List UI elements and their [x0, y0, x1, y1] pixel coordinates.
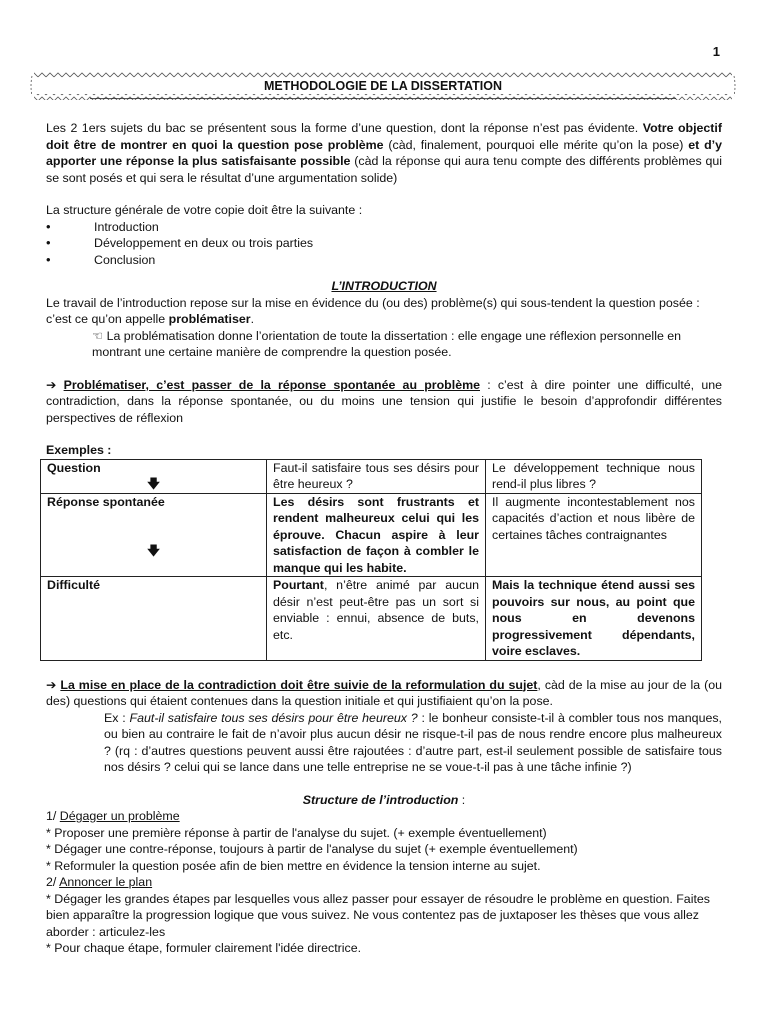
intro-work-text: Le travail de l’introduction repose sur la mise en évidence du (ou des) problème(s) qui sous-tendent la question posée : c’est ce qu’on appelle	[46, 295, 700, 326]
list-item: * Dégager les grandes étapes par lesquelles vous allez passer pour essayer de résoudre le problème en question. Faites bien apparaître la progression logique que vous suivez. Ne vous contentez pas de juxtaposer les thèses que vous allez aborder : articulez-les	[46, 891, 710, 939]
problematiser-bold: Problématiser, c’est passer de la réponse spontanée au problème	[63, 377, 480, 392]
structure-lead: La structure générale de votre copie doit être la suivante :	[46, 203, 363, 217]
contradiction-paragraph	[46, 677, 722, 710]
contradiction-text: , càd de la mise au jour de la (ou des) questions qui étaient contenues dans la question initiale et qui justifiaient qu’on la pose.	[46, 677, 722, 708]
row-label-question: Question	[47, 460, 101, 475]
intro-note	[46, 328, 722, 361]
examples-label: Exemples :	[46, 443, 112, 457]
structure-heading	[46, 792, 722, 809]
right-arrow-icon: ➔	[46, 677, 57, 692]
page-number: 1	[712, 44, 720, 59]
table-cell: Le développement technique nous rend-il plus libres ?	[486, 459, 702, 493]
list-item: * Reformuler la question posée afin de bien mettre en évidence la tension interne au sujet.	[46, 858, 541, 873]
table-cell: Mais la technique étend aussi ses pouvoirs sur nous, au point que nous en devenons progressivement dépendants, voire esclaves.	[486, 577, 702, 661]
example-prefix: Ex :	[104, 710, 130, 725]
row-label-reponse: Réponse spontanée	[47, 494, 165, 509]
table-cell: Les désirs sont frustrants et rendent malheureux celui qui les éprouve. Chacun aspire à leur satisfaction de façon à combler le manque qui les habite.	[267, 493, 486, 577]
intro-paragraph	[46, 120, 722, 186]
table-cell	[41, 493, 267, 577]
contradiction-bold: La mise en place de la contradiction doit être suivie de la reformulation du sujet	[60, 677, 538, 692]
table-cell	[41, 459, 267, 493]
structure-heading-colon: :	[458, 792, 466, 807]
intro-text-a: Les 2 1ers sujets du bac se présentent sous la forme d’une question, dont la réponse n’est pas évidente.	[46, 121, 643, 135]
pointing-hand-icon: ☜	[92, 328, 104, 343]
example-paragraph	[46, 710, 722, 776]
example-text: : le bonheur consiste-t-il à combler tous nos manques, ou bien au contraire le fait de n’avoir plus aucun désir ne risque-t-il pas de nous rendre encore plus malheureux ? (rq : d’autres questions peuvent aussi être rajoutées : d’autre part, est-il seulement possible de satisfaire tous nos désirs ? celui qui se lance dans une telle entreprise ne se voue-t-il pas à une tâche infinie ?)	[104, 710, 722, 774]
table-cell	[267, 577, 486, 661]
list-item: • Conclusion	[46, 252, 722, 269]
document-title: METHODOLOGIE DE LA DISSERTATION	[264, 79, 502, 93]
intro-text-d: et d’y apporter une réponse la plus satisfaisante possible	[46, 137, 722, 168]
list-item: • Développement en deux ou trois parties	[46, 235, 722, 252]
structure-heading-text: Structure de l’introduction	[302, 792, 459, 807]
list-item: * Pour chaque étape, formuler clairement l'idée directrice.	[46, 941, 362, 955]
title-banner	[30, 72, 736, 100]
intro-work-end: .	[250, 312, 255, 326]
step-2-number: 2/	[46, 875, 60, 889]
intro-text-c: (càd, finalement, pourquoi elle mérite qu’on la pose)	[383, 137, 689, 152]
document-body	[46, 120, 722, 957]
intro-work-paragraph	[46, 295, 722, 328]
list-item: * Dégager une contre-réponse, toujours à partir de l'analyse du sujet (+ exemple éventuellement)	[46, 842, 578, 856]
step-1-label: Dégager un problème	[59, 809, 180, 823]
problematiser-paragraph	[46, 377, 722, 427]
table-cell: Faut-il satisfaire tous ses désirs pour être heureux ?	[267, 459, 486, 493]
table-row	[41, 577, 702, 661]
step-2-label: Annoncer le plan	[59, 875, 153, 889]
table-row	[41, 493, 702, 577]
down-arrow-icon: 🡇	[147, 544, 160, 558]
difficulte-text: , n’être animé par aucun désir n’est peut-être pas un sort si enviable : ennui, absence de buts, etc.	[273, 578, 479, 642]
table-cell: Il augmente incontestablement nos capacités d’action et nous libère de certaines tâches contraignantes	[486, 493, 702, 577]
down-arrow-icon: 🡇	[147, 477, 160, 491]
introduction-heading: L’INTRODUCTION	[331, 279, 437, 293]
table-cell: Difficulté	[41, 577, 267, 661]
step-2-heading	[46, 874, 722, 891]
step-1-heading	[46, 808, 722, 825]
structure-list	[46, 219, 722, 269]
list-item: • Introduction	[46, 219, 722, 236]
intro-note-text: La problématisation donne l’orientation de toute la dissertation : elle engage une réflexion personnelle en montrant une certaine manière de comprendre la question posée.	[92, 328, 682, 359]
step-1-number: 1/	[46, 809, 60, 823]
intro-text-e: (càd la réponse qui aura tenu compte des différents problèmes qui se sont posés et qui sera le résultat d’une argumentation solide)	[46, 154, 722, 185]
right-arrow-icon: ➔	[46, 377, 57, 392]
table-row	[41, 459, 702, 493]
list-item: * Proposer une première réponse à partir de l'analyse du sujet. (+ exemple éventuellement)	[46, 825, 547, 840]
problematiser-term: problématiser	[168, 312, 251, 326]
example-question: Faut-il satisfaire tous ses désirs pour être heureux ?	[129, 710, 418, 725]
problematiser-text: : c’est à dire pointer une difficulté, une contradiction, dans la réponse spontanée, ou du moins une tension qui justifie le besoin d’approfondir différentes perspectives de réflexion	[46, 377, 722, 425]
intro-text-b: Votre objectif doit être de montrer en quoi la question pose problème	[46, 121, 722, 152]
examples-table	[40, 459, 702, 661]
pourtant-word: Pourtant	[273, 578, 324, 592]
